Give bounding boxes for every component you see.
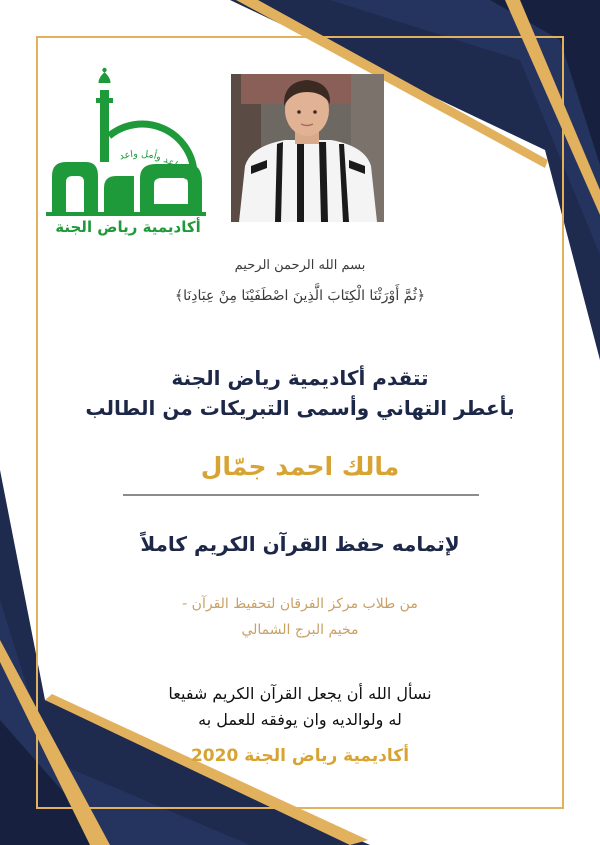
academy-logo: [46, 64, 210, 236]
academy-signoff: أكاديمية رياض الجنة 2020: [190, 746, 410, 766]
student-photo: [231, 74, 384, 222]
basmala: بسم الله الرحمن الرحيم: [234, 258, 366, 273]
prayer-line-2: له ولوالديه وان يوفقه للعمل به: [198, 710, 402, 729]
presenting-line-1: تتقدم أكاديمية رياض الجنة: [171, 366, 429, 390]
center-line-1: من طلاب مركز الفرقان لتحفيظ القرآن -: [182, 596, 418, 612]
prayer-line-1: نسأل الله أن يجعل القرآن الكريم شفيعا: [168, 684, 432, 703]
achievement-text: لإتمامه حفظ القرآن الكريم كاملاً: [140, 532, 460, 556]
presenting-line-2: بأعطر التهاني وأسمى التبريكات من الطالب: [85, 396, 515, 420]
logo-caption: أكاديمية رياض الجنة: [55, 218, 201, 236]
student-name: مالك احمد جمّال: [200, 452, 400, 481]
name-divider: [123, 494, 479, 496]
logo-arc-text: جيل صاعد وأمل واعد: [118, 148, 200, 190]
quran-verse: ﴿ثُمَّ أَوْرَثْنَا الْكِتَابَ الَّذِينَ اصْطَفَيْنَا مِنْ عِبَادِنَا﴾: [174, 288, 426, 304]
center-line-2: مخيم البرج الشمالي: [241, 622, 359, 638]
